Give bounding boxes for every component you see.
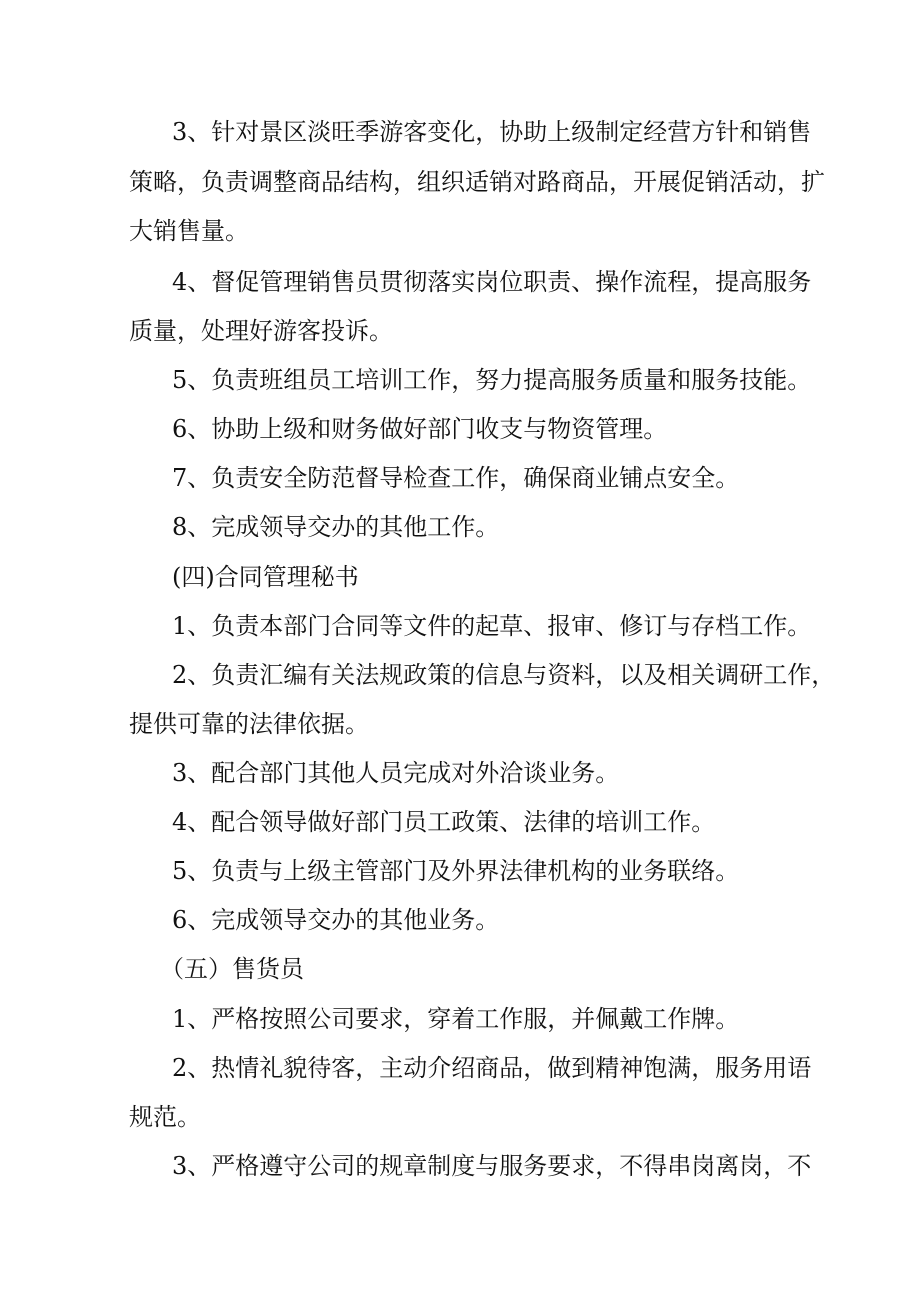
section-heading: （五）售货员 xyxy=(160,955,304,983)
paragraph-line: 大销售量。 xyxy=(129,217,249,245)
section-heading: (四)合同管理秘书 xyxy=(172,563,359,591)
paragraph-line: 2、热情礼貌待客，主动介绍商品，做到精神饱满，服务用语 xyxy=(172,1054,812,1082)
paragraph-line: 1、严格按照公司要求，穿着工作服，并佩戴工作牌。 xyxy=(172,1005,740,1033)
paragraph-line: 3、针对景区淡旺季游客变化，协助上级制定经营方针和销售 xyxy=(172,118,812,146)
paragraph-line: 1、负责本部门合同等文件的起草、报审、修订与存档工作。 xyxy=(172,612,812,640)
paragraph-line: 策略，负责调整商品结构，组织适销对路商品，开展促销活动，扩 xyxy=(129,168,825,196)
paragraph-line: 3、严格遵守公司的规章制度与服务要求，不得串岗离岗，不 xyxy=(172,1152,812,1180)
paragraph-line: 3、配合部门其他人员完成对外洽谈业务。 xyxy=(172,759,620,787)
paragraph-line: 5、负责与上级主管部门及外界法律机构的业务联络。 xyxy=(172,857,740,885)
paragraph-line: 质量，处理好游客投诉。 xyxy=(129,317,393,345)
paragraph-line: 6、完成领导交办的其他业务。 xyxy=(172,906,500,934)
paragraph-line: 规范。 xyxy=(129,1103,201,1131)
paragraph-line: 提供可靠的法律依据。 xyxy=(129,710,369,738)
paragraph-line: 8、完成领导交办的其他工作。 xyxy=(172,513,500,541)
paragraph-line: 2、负责汇编有关法规政策的信息与资料，以及相关调研工作， xyxy=(172,661,836,689)
paragraph-line: 7、负责安全防范督导检查工作，确保商业铺点安全。 xyxy=(172,464,740,492)
paragraph-line: 6、协助上级和财务做好部门收支与物资管理。 xyxy=(172,415,668,443)
paragraph-line: 5、负责班组员工培训工作，努力提高服务质量和服务技能。 xyxy=(172,366,812,394)
paragraph-line: 4、配合领导做好部门员工政策、法律的培训工作。 xyxy=(172,808,716,836)
paragraph-line: 4、督促管理销售员贯彻落实岗位职责、操作流程，提高服务 xyxy=(172,268,812,296)
